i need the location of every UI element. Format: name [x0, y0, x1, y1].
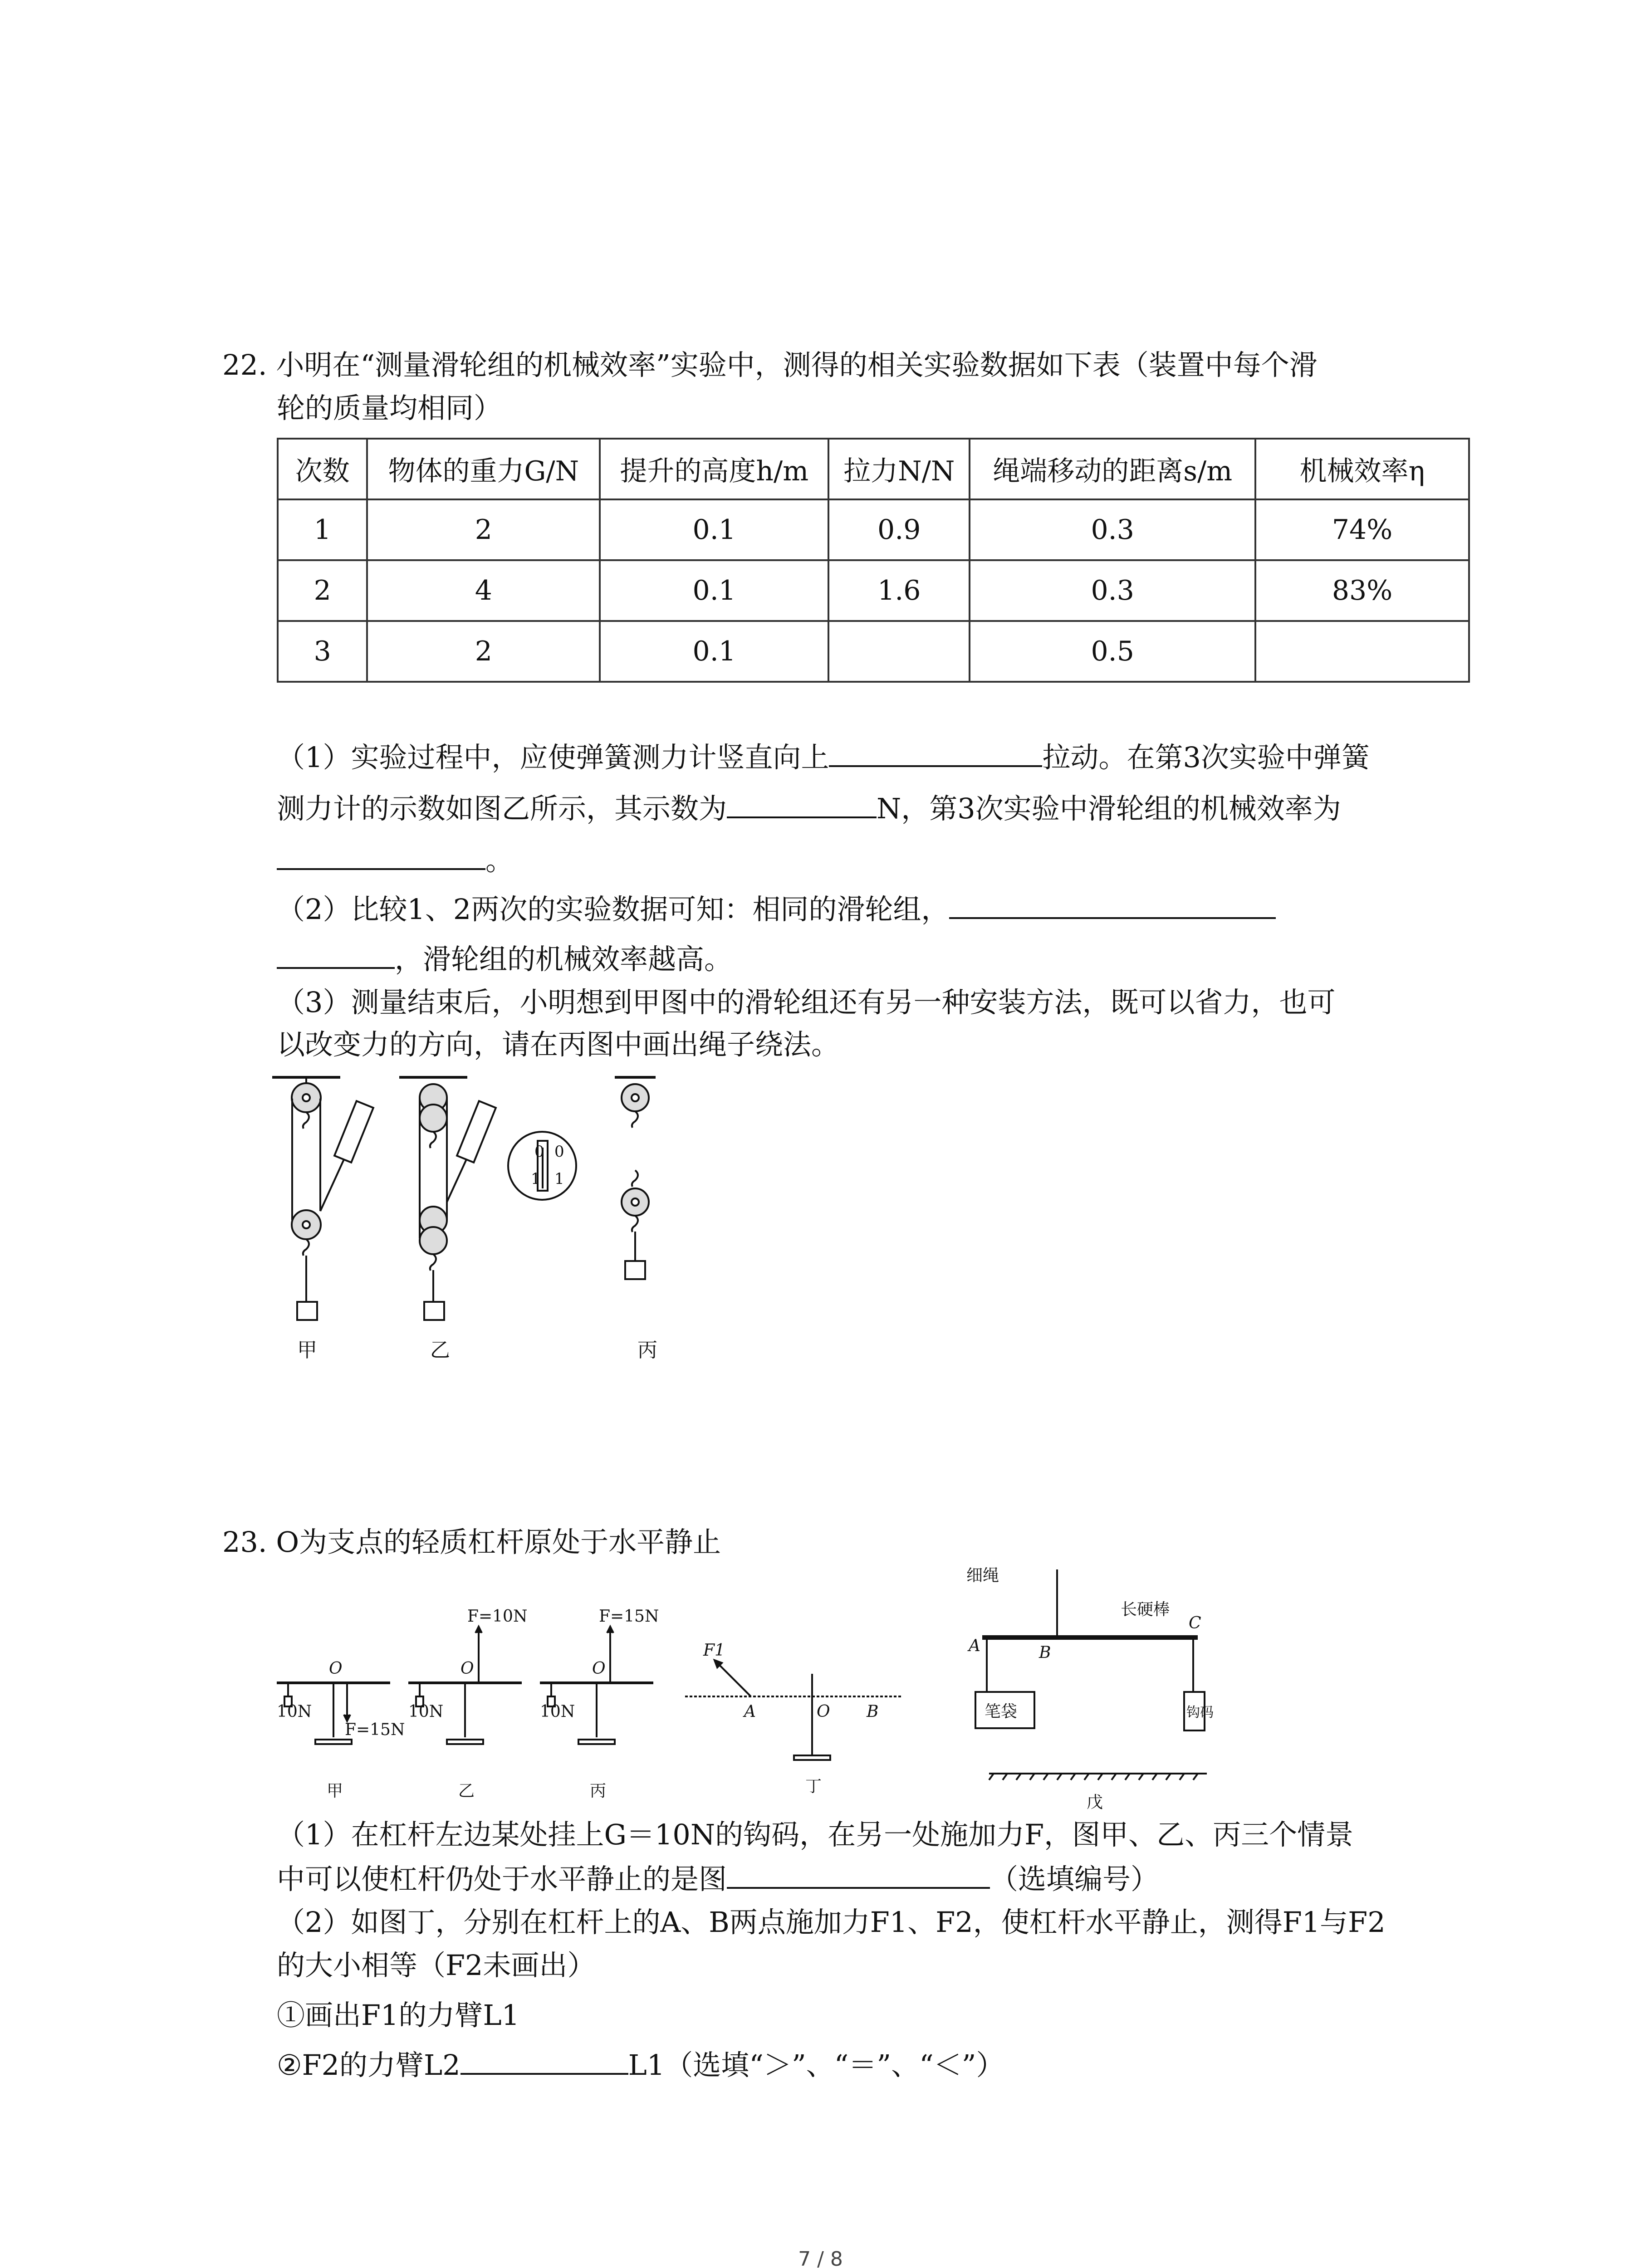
table-header: 绳端移动的距离s/m — [970, 439, 1255, 499]
answer-blank[interactable] — [829, 739, 1042, 767]
q22-part3-line2: 以改变力的方向，请在丙图中画出绳子绕法。 — [277, 1028, 840, 1061]
q22-part1-line2: 测力计的示数如图乙所示，其示数为 N，第3次实验中滑轮组的机械效率为 — [277, 788, 1341, 829]
label-B: B — [1039, 1643, 1051, 1662]
label-weight: 钩码 — [1186, 1705, 1214, 1721]
label-F-15N-up: F=15N — [599, 1607, 659, 1626]
table-cell: 1.6 — [828, 560, 970, 621]
answer-blank[interactable] — [727, 790, 877, 818]
answer-blank[interactable] — [277, 941, 395, 969]
figure-label-yi: 乙 — [430, 1339, 450, 1362]
table-header-row — [278, 439, 1469, 499]
label-F-10N-up: F=10N — [467, 1607, 528, 1626]
pulley-setup-bing — [615, 1077, 656, 1279]
q22-part3-line1: （3）测量结束后，小明想到甲图中的滑轮组还有另一种安装方法，既可以省力，也可 — [277, 986, 1336, 1019]
table-cell: 0.3 — [970, 560, 1255, 621]
lever-wu — [975, 1569, 1207, 1780]
label-O: O — [592, 1659, 606, 1678]
table-cell: 0.1 — [600, 499, 828, 560]
pulley-figures — [254, 1066, 753, 1383]
q23-stem: 23. O为支点的轻质杠杆原处于水平静止 — [222, 1525, 721, 1559]
table-cell: 0.1 — [600, 621, 828, 682]
lever-bing — [540, 1627, 653, 1744]
table-cell: 74% — [1255, 499, 1469, 560]
figure-label-jia: 甲 — [297, 1339, 317, 1362]
label-weight-10N: 10N — [277, 1702, 312, 1721]
table-cell: 1 — [278, 499, 367, 560]
gauge-tick: 1 — [554, 1170, 564, 1188]
q23-part2-line4: ②F2的力臂L2 L1（选填“＞”、“＝”、“＜”） — [277, 2045, 1004, 2086]
q22-part1-line3: 。 — [277, 840, 514, 881]
label-A: A — [744, 1702, 756, 1721]
q22-part2-line2: ，滑轮组的机械效率越高。 — [277, 939, 732, 980]
table-header: 拉力N/N — [828, 439, 970, 499]
figure-label-yi: 乙 — [458, 1782, 475, 1800]
q22-part2-line1: （2）比较1、2两次的实验数据可知：相同的滑轮组， — [277, 889, 1276, 930]
gauge-tick: 0 — [534, 1143, 544, 1161]
figure-label-bing: 丙 — [637, 1339, 657, 1362]
answer-blank[interactable] — [460, 2047, 628, 2075]
lever-yi — [408, 1627, 522, 1744]
q22-stem-line1: 22. 小明在“测量滑轮组的机械效率”实验中，测得的相关实验数据如下表（装置中每个滑 — [222, 348, 1318, 381]
q22-data-table — [277, 438, 1470, 683]
pulley-setup-jia — [272, 1077, 373, 1320]
table-cell: 0.5 — [970, 621, 1255, 682]
table-cell: 83% — [1255, 560, 1469, 621]
table-cell: 2 — [367, 499, 600, 560]
table-cell: 0.9 — [828, 499, 970, 560]
answer-blank[interactable] — [727, 1861, 990, 1889]
page-number: 7 / 8 — [798, 2248, 843, 2268]
label-pencil-case: 笔袋 — [985, 1702, 1018, 1721]
label-C: C — [1189, 1614, 1201, 1633]
q22-stem-line2: 轮的质量均相同） — [277, 391, 502, 425]
gauge-tick: 1 — [531, 1170, 541, 1188]
figure-label-jia: 甲 — [327, 1782, 343, 1800]
table-header: 提升的高度h/m — [600, 439, 828, 499]
table-header: 次数 — [278, 439, 367, 499]
label-F1: F1 — [703, 1641, 725, 1660]
figure-label-bing: 丙 — [590, 1782, 607, 1800]
table-cell: 2 — [278, 560, 367, 621]
label-O: O — [817, 1702, 830, 1721]
table-cell-blank[interactable] — [1255, 621, 1469, 682]
label-O: O — [460, 1659, 474, 1678]
table-row — [278, 499, 1469, 560]
label-F-15N-down: F=15N — [345, 1721, 405, 1739]
pulley-setup-yi — [399, 1077, 576, 1320]
table-cell: 0.3 — [970, 499, 1255, 560]
q23-part1-line1: （1）在杠杆左边某处挂上G＝10N的钩码，在另一处施加力F，图甲、乙、丙三个情景 — [277, 1818, 1354, 1851]
answer-blank[interactable] — [277, 842, 485, 870]
q23-part2-line2: 的大小相等（F2未画出） — [277, 1949, 596, 1982]
lever-figures — [268, 1560, 1243, 1814]
q22-part1-line1: （1）实验过程中，应使弹簧测力计竖直向上 拉动。在第3次实验中弹簧 — [277, 737, 1370, 778]
table-header: 物体的重力G/N — [367, 439, 600, 499]
label-O: O — [329, 1659, 343, 1678]
label-A: A — [969, 1637, 980, 1655]
table-cell: 4 — [367, 560, 600, 621]
label-B: B — [867, 1702, 879, 1721]
table-header: 机械效率η — [1255, 439, 1469, 499]
q23-part2-line3: ①画出F1的力臂L1 — [277, 1999, 520, 2032]
q23-part2-line1: （2）如图丁，分别在杠杆上的A、B两点施加力F1、F2，使杠杆水平静止，测得F1与F2 — [277, 1906, 1386, 1939]
label-rope: 细绳 — [966, 1566, 999, 1585]
answer-blank[interactable] — [949, 891, 1276, 919]
label-weight-10N: 10N — [408, 1702, 444, 1721]
table-cell: 2 — [367, 621, 600, 682]
table-row — [278, 560, 1469, 621]
gauge-tick: 0 — [554, 1143, 564, 1161]
table-cell: 3 — [278, 621, 367, 682]
label-stick: 长硬棒 — [1121, 1600, 1170, 1619]
table-cell-blank[interactable] — [828, 621, 970, 682]
table-cell: 0.1 — [600, 560, 828, 621]
label-weight-10N: 10N — [540, 1702, 575, 1721]
figure-label-ding: 丁 — [805, 1777, 822, 1796]
q23-part1-line2: 中可以使杠杆仍处于水平静止的是图 （选填编号） — [277, 1859, 1159, 1900]
figure-label-wu: 戊 — [1087, 1793, 1103, 1812]
table-row — [278, 621, 1469, 682]
